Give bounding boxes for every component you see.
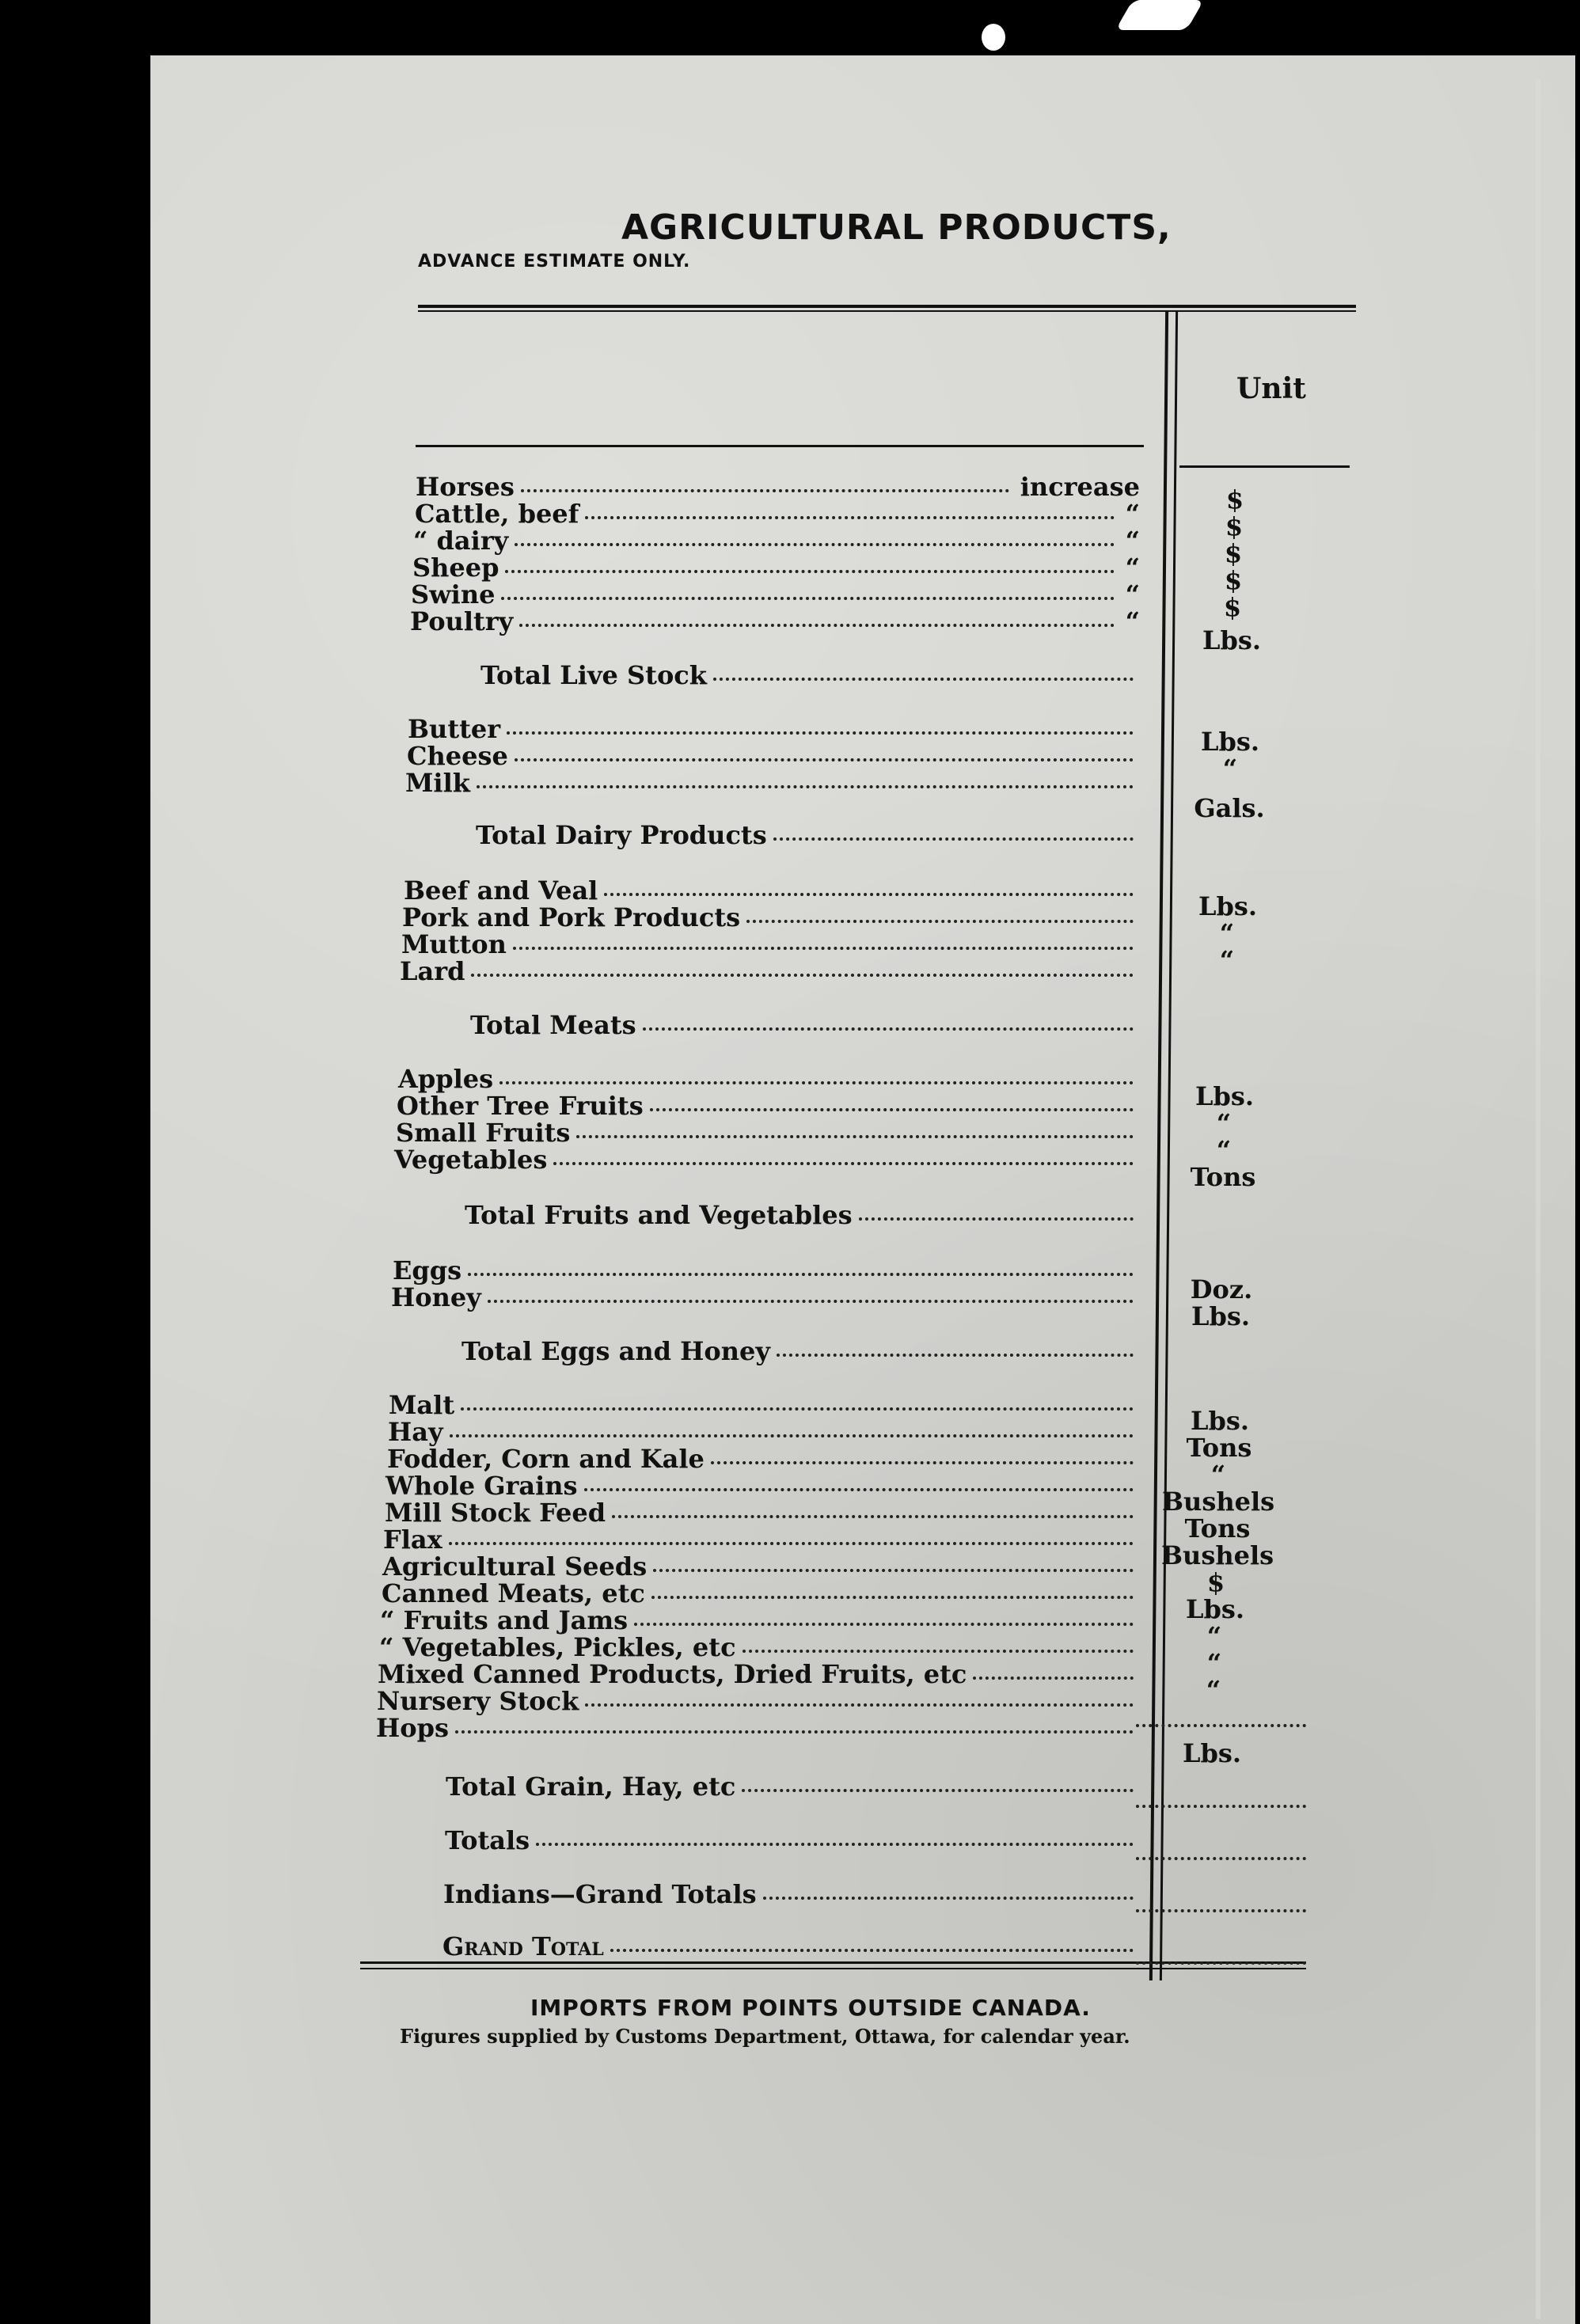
dot-leader xyxy=(584,1488,1134,1491)
dot-leader xyxy=(746,920,1134,923)
row-label: Hops xyxy=(376,1713,449,1743)
row-unit: Lbs. xyxy=(1191,1301,1251,1331)
header-rule-top xyxy=(418,305,1356,308)
row-label: Horses xyxy=(416,472,515,502)
row-label: Total Eggs and Honey xyxy=(461,1336,770,1366)
unit-dot-leader xyxy=(1136,1909,1306,1912)
unit-dot-leader xyxy=(1136,1961,1306,1965)
document-page xyxy=(150,55,1575,2324)
row-unit: “ xyxy=(1206,1621,1222,1651)
row-unit: Doz. xyxy=(1190,1274,1253,1304)
table-row xyxy=(407,741,1140,769)
row-label: Nursery Stock xyxy=(377,1686,579,1716)
row-label: “ Fruits and Jams xyxy=(380,1605,629,1635)
row-label: Mill Stock Feed xyxy=(385,1498,606,1528)
dot-leader xyxy=(653,1569,1134,1572)
row-unit: “ xyxy=(1210,1460,1226,1490)
dot-leader xyxy=(515,543,1114,546)
row-label: Total Fruits and Vegetables xyxy=(465,1200,853,1230)
row-label: Honey xyxy=(391,1282,481,1312)
row-unit: Lbs. xyxy=(1198,891,1258,921)
binding-edge xyxy=(1536,79,1540,2319)
dot-leader xyxy=(507,731,1134,735)
dot-leader xyxy=(471,974,1134,977)
row-label: Butter xyxy=(408,714,501,744)
row-label: Whole Grains xyxy=(386,1471,578,1501)
column-header-rule-right xyxy=(1179,465,1350,468)
table-row xyxy=(412,553,1140,581)
table-row xyxy=(476,820,1140,849)
dot-leader xyxy=(450,1434,1134,1437)
row-label: Mutton xyxy=(401,929,507,959)
row-unit: Tons xyxy=(1190,1162,1256,1192)
table-row xyxy=(413,526,1140,554)
row-mark: “ xyxy=(1125,553,1140,583)
table-row xyxy=(385,1498,1140,1526)
row-unit: $ xyxy=(1223,592,1242,622)
row-unit: “ xyxy=(1222,754,1238,784)
dot-leader xyxy=(612,1515,1134,1518)
row-label: Small Fruits xyxy=(396,1118,571,1148)
unit-dot-leader xyxy=(1136,1724,1306,1727)
row-unit: Lbs. xyxy=(1182,1738,1242,1768)
row-unit: Bushels xyxy=(1161,1540,1274,1570)
table-row xyxy=(465,1200,1140,1228)
table-row xyxy=(383,1525,1140,1553)
table-row xyxy=(394,1145,1140,1173)
table-row xyxy=(397,1091,1140,1119)
row-label: Hay xyxy=(388,1417,443,1447)
table-row xyxy=(401,929,1140,958)
dot-leader xyxy=(576,1135,1134,1138)
dot-leader xyxy=(777,1354,1134,1357)
row-unit: $ xyxy=(1224,565,1243,595)
row-label: “ Vegetables, Pickles, etc xyxy=(379,1632,736,1662)
table-row xyxy=(404,875,1140,904)
row-label: Total Live Stock xyxy=(480,660,707,690)
row-label: Sheep xyxy=(412,553,499,583)
row-label: Indians—Grand Totals xyxy=(443,1879,757,1909)
table-row xyxy=(445,1825,1140,1854)
row-label: Poultry xyxy=(410,606,514,636)
row-label: Total Dairy Products xyxy=(476,820,767,850)
row-unit: “ xyxy=(1219,945,1235,975)
row-unit: “ xyxy=(1216,1135,1232,1165)
table-row xyxy=(379,1632,1140,1661)
dot-leader xyxy=(499,1081,1134,1084)
table-row xyxy=(405,768,1140,796)
unit-dot-leader xyxy=(1136,1857,1306,1860)
column-header-rule-left xyxy=(416,445,1144,447)
row-mark: increase xyxy=(1020,472,1140,502)
row-label: Flax xyxy=(383,1525,442,1555)
table-row xyxy=(480,660,1140,689)
row-label: Total Grain, Hay, etc xyxy=(446,1771,736,1802)
row-label: Vegetables xyxy=(394,1145,548,1175)
row-unit: Lbs. xyxy=(1202,625,1262,655)
row-unit: Tons xyxy=(1186,1433,1252,1463)
dot-leader xyxy=(477,785,1134,788)
dot-leader xyxy=(521,489,1009,492)
dot-leader xyxy=(973,1677,1134,1680)
dot-leader xyxy=(519,624,1114,627)
row-label: Malt xyxy=(389,1390,455,1420)
table-row xyxy=(388,1417,1140,1445)
unit-dot-leader xyxy=(1136,1805,1306,1808)
dot-leader xyxy=(643,1027,1134,1031)
row-mark: “ xyxy=(1125,579,1140,609)
table-row xyxy=(393,1255,1140,1284)
dot-leader xyxy=(743,1650,1134,1653)
row-unit: “ xyxy=(1206,1648,1222,1678)
imports-title: IMPORTS FROM POINTS OUTSIDE CANADA. xyxy=(530,1995,1091,2021)
row-label: Eggs xyxy=(393,1255,462,1285)
dot-leader xyxy=(461,1407,1134,1411)
dot-leader xyxy=(713,678,1134,681)
row-unit: Tons xyxy=(1184,1513,1251,1544)
row-unit: Lbs. xyxy=(1194,1081,1255,1111)
row-label: Apples xyxy=(398,1064,494,1094)
dot-leader xyxy=(711,1461,1134,1464)
row-label: Pork and Pork Products xyxy=(402,902,741,932)
table-row xyxy=(377,1686,1140,1715)
row-label: Total Meats xyxy=(470,1010,636,1040)
row-label: Totals xyxy=(445,1825,530,1855)
table-row xyxy=(470,1010,1140,1039)
table-row xyxy=(461,1336,1140,1365)
dot-leader xyxy=(501,597,1114,600)
table-row xyxy=(387,1444,1140,1472)
row-label: Canned Meats, etc xyxy=(382,1578,645,1608)
table-row xyxy=(411,579,1140,608)
page-subtitle: ADVANCE ESTIMATE ONLY. xyxy=(418,252,691,272)
dot-leader xyxy=(650,1108,1134,1111)
row-label: Swine xyxy=(411,579,496,609)
row-unit: $ xyxy=(1225,484,1244,515)
row-label: Mixed Canned Products, Dried Fruits, etc xyxy=(378,1659,967,1689)
row-mark: “ xyxy=(1125,499,1140,529)
row-mark: “ xyxy=(1125,606,1140,636)
table-row xyxy=(415,499,1140,527)
imports-note: Figures supplied by Customs Department, Ottawa, for calendar year. xyxy=(400,2025,1130,2048)
row-unit: Lbs. xyxy=(1190,1406,1250,1436)
dot-leader xyxy=(859,1217,1134,1221)
row-label: Cheese xyxy=(407,741,508,771)
dot-leader xyxy=(651,1596,1134,1599)
dot-leader xyxy=(604,893,1134,896)
table-row xyxy=(391,1282,1140,1311)
dot-leader xyxy=(634,1623,1134,1626)
table-row xyxy=(386,1471,1140,1499)
scan-speck xyxy=(1115,0,1204,30)
dot-leader xyxy=(585,1703,1134,1707)
row-unit: “ xyxy=(1219,918,1235,948)
row-mark: “ xyxy=(1125,526,1140,556)
dot-leader xyxy=(515,758,1134,761)
dot-leader xyxy=(742,1789,1134,1792)
table-row xyxy=(410,606,1140,635)
row-unit: “ xyxy=(1206,1675,1221,1705)
row-label: “ dairy xyxy=(413,526,509,556)
row-label: Milk xyxy=(405,768,470,798)
table-bottom-rule-2 xyxy=(360,1968,1306,1969)
unit-column-header: Unit xyxy=(1236,372,1306,405)
dot-leader xyxy=(468,1273,1134,1276)
table-row xyxy=(378,1659,1140,1688)
table-row xyxy=(382,1551,1140,1580)
dot-leader xyxy=(763,1897,1134,1900)
table-row xyxy=(396,1118,1140,1146)
table-row xyxy=(446,1771,1140,1800)
row-unit: “ xyxy=(1216,1108,1232,1138)
table-row xyxy=(376,1713,1140,1741)
row-label: Grand Total xyxy=(442,1931,604,1961)
row-label: Beef and Veal xyxy=(404,875,598,906)
dot-leader xyxy=(449,1542,1134,1545)
dot-leader xyxy=(488,1300,1134,1303)
row-label: Lard xyxy=(400,956,465,986)
dot-leader xyxy=(585,516,1114,519)
row-label: Other Tree Fruits xyxy=(397,1091,644,1121)
row-unit: $ xyxy=(1225,511,1244,541)
table-row xyxy=(400,956,1140,985)
table-row xyxy=(398,1064,1140,1092)
table-row xyxy=(382,1578,1140,1607)
scan-speck xyxy=(982,24,1005,51)
row-label: Cattle, beef xyxy=(415,499,579,529)
row-label: Agricultural Seeds xyxy=(382,1551,648,1582)
table-row xyxy=(442,1931,1140,1960)
dot-leader xyxy=(536,1843,1134,1846)
page-title: AGRICULTURAL PRODUCTS, xyxy=(621,207,1172,248)
row-unit: $ xyxy=(1224,538,1243,568)
row-unit: $ xyxy=(1206,1567,1225,1597)
table-row xyxy=(389,1390,1140,1418)
table-row xyxy=(402,902,1140,931)
row-unit: Lbs. xyxy=(1200,727,1260,757)
table-row xyxy=(408,714,1140,742)
row-unit: Gals. xyxy=(1194,793,1265,823)
table-row xyxy=(416,472,1140,500)
dot-leader xyxy=(553,1162,1134,1165)
dot-leader xyxy=(610,1949,1134,1952)
dot-leader xyxy=(505,570,1114,573)
row-label: Fodder, Corn and Kale xyxy=(387,1444,705,1474)
row-unit: Lbs. xyxy=(1185,1594,1245,1624)
dot-leader xyxy=(513,947,1134,950)
header-rule-bottom xyxy=(418,310,1356,312)
dot-leader xyxy=(455,1730,1134,1734)
table-row xyxy=(443,1879,1140,1908)
table-row xyxy=(380,1605,1140,1634)
row-unit: Bushels xyxy=(1162,1487,1275,1517)
dot-leader xyxy=(773,837,1134,841)
